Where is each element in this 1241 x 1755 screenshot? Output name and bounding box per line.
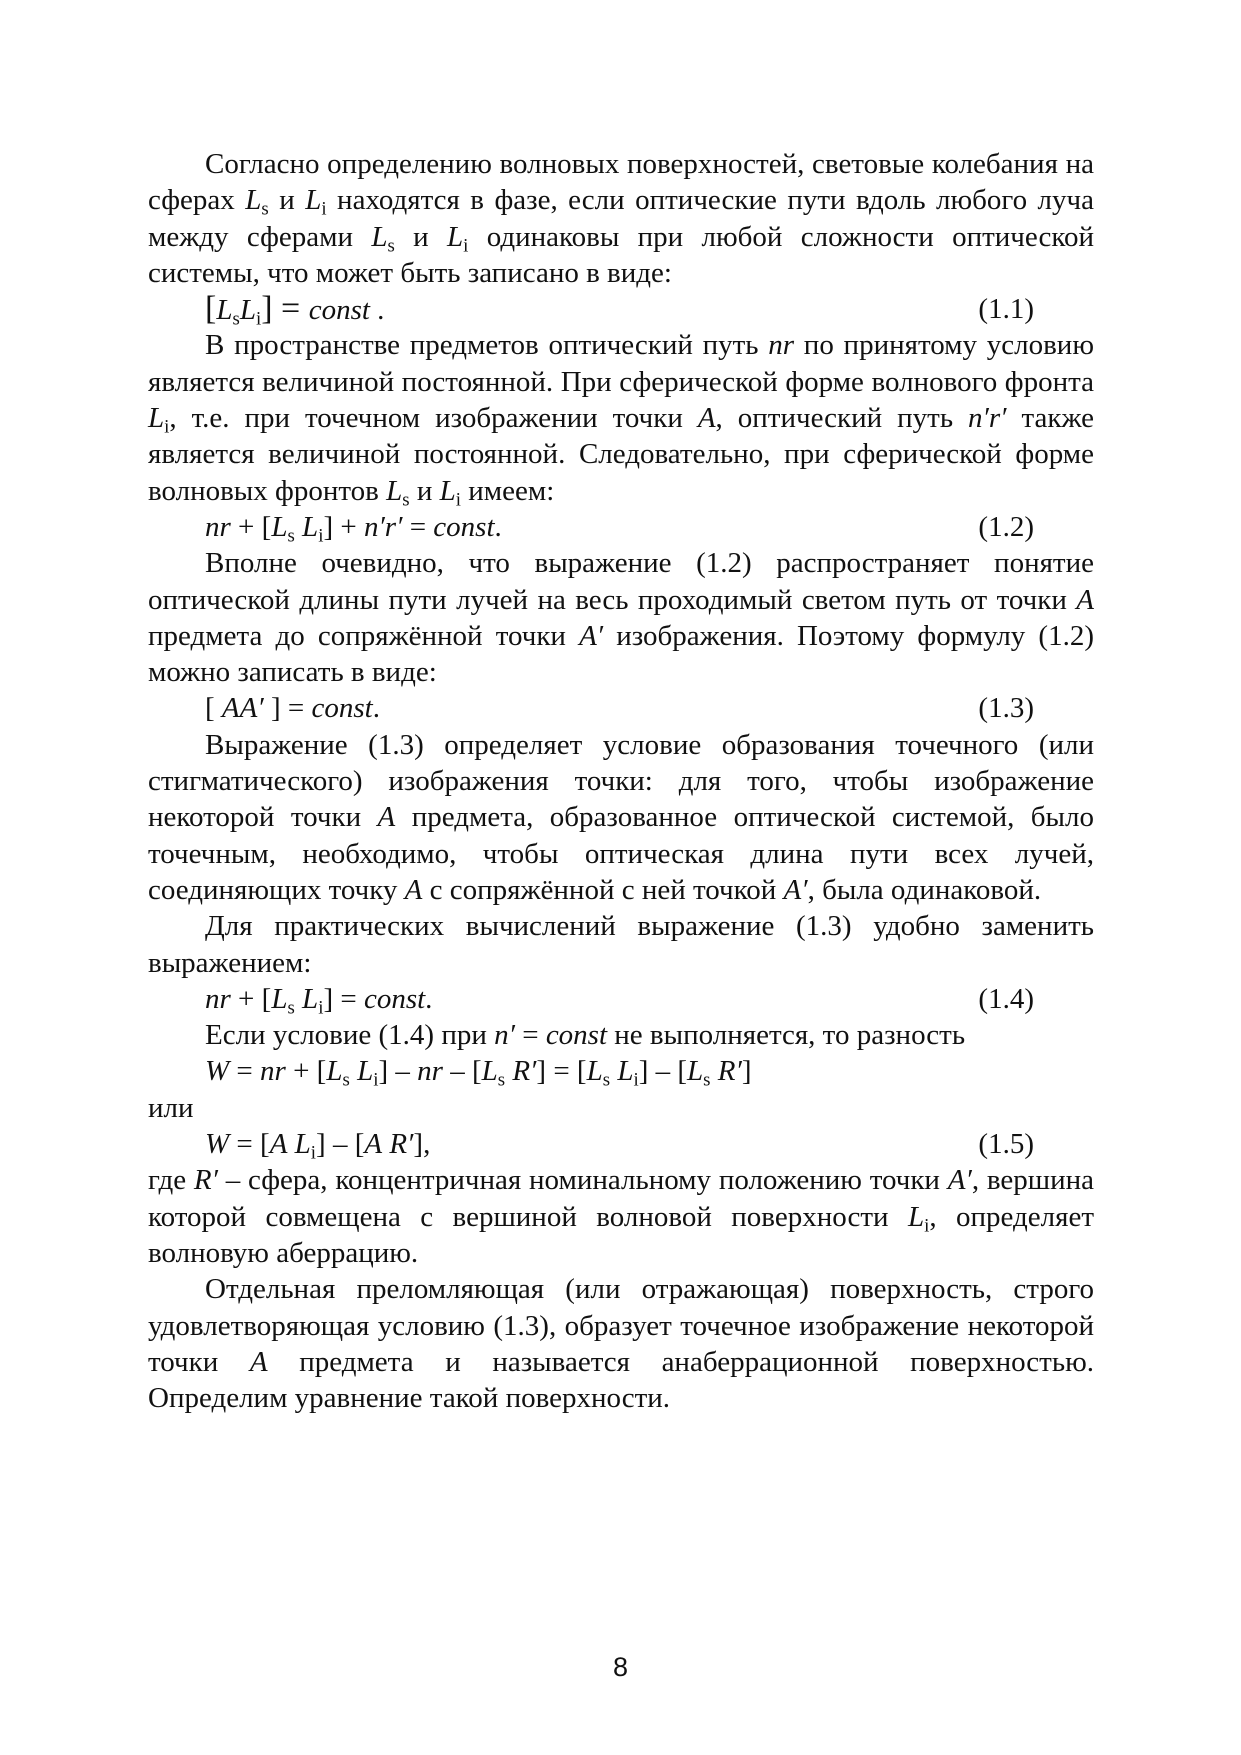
equation-1-1: $[L_sL_i]$ = const . (1.1) [205,290,1034,330]
paragraph-4: Выражение (1.3) определяет условие образования точечного (или стигматического) изображения точки: для того, чтобы изображение некоторой точки A предмета, образованное оптической системой, было точечным, необходимо, чтобы оптическая длина пути всех лучей, соединяющих точку A с сопряжённой с ней точкой A′, была одинаковой. [148,728,1094,906]
or-word: или [148,1091,194,1124]
equation-1-3: [ AA′ ] = const. (1.3) [148,690,1094,726]
equation-1-2: nr + [$L_s$ $L_i] + n'r'$ = const. (1.2) [205,510,1034,547]
paragraph-8: Отдельная преломляющая (или отражающая) поверхность, строго удовлетворяющая условию (1.3), образует точечное изображение некоторой точки A предмета и называется анаберрационной поверхностью. Определим уравнение такой поверхности. [148,1273,1094,1415]
equation-number: (1.2) [978,510,1034,543]
equation-number: (1.5) [978,1128,1034,1161]
equation-1-5: W = [A $L_i] - [A$ R′], (1.5) [205,1128,1034,1164]
paragraph-2: В пространстве предметов оптический путь nr по принятому условию является величиной постоянной. При сферической форме волнового фронта $L_i$, т.е. при точечном изображении точки A, оптический путь n′r′ также является величиной постоянной. Следовательно, при сферической форме волновых фронтов $L_s$ и $L_i$ имеем: [148,329,1095,511]
paragraph-3: Вполне очевидно, что выражение (1.2) распространяет понятие оптической длины пути лучей на весь проходимый светом путь от точки A предмета до сопряжённой точки A′ изображения. Поэтому формулу (1.2) можно записать в виде: [148,547,1094,689]
page-body [148,146,1094,1416]
page-number: 8 [612,1652,629,1682]
equation-w: W = nr + [$L_s$ $L_i$] – nr – [$L_s$ $R'] = [L_s$ $L_i] - [L_s$ R′] [205,1055,752,1092]
paragraph-1: Согласно определению волновых поверхностей, световые колебания на сферах $L_s$ и $L_i$ находятся в фазе, если оптические пути вдоль любого луча между сферами $L_s$ и $L_i$ одинаковы при любой сложности оптической системы, что может быть записано в виде: [148,148,1094,289]
paragraph-6: Если условие (1.4) при n′ = const не выполняется, то разность [205,1019,966,1052]
paragraph-5: Для практических вычислений выражение (1.3) удобно заменить выражением: [148,910,1094,979]
equation-number: (1.3) [978,692,1034,725]
equation-number: (1.4) [978,982,1034,1015]
equation-number: (1.1) [978,293,1034,326]
paragraph-7: где R′ – сфера, концентричная номинальному положению точки A′, вершина которой совмещена с вершиной волновой поверхности $L_i$, определяет волновую аберрацию. [148,1164,1094,1269]
equation-1-4: nr + [$L_s$ $L_i$] = const. (1.4) [205,982,1034,1019]
